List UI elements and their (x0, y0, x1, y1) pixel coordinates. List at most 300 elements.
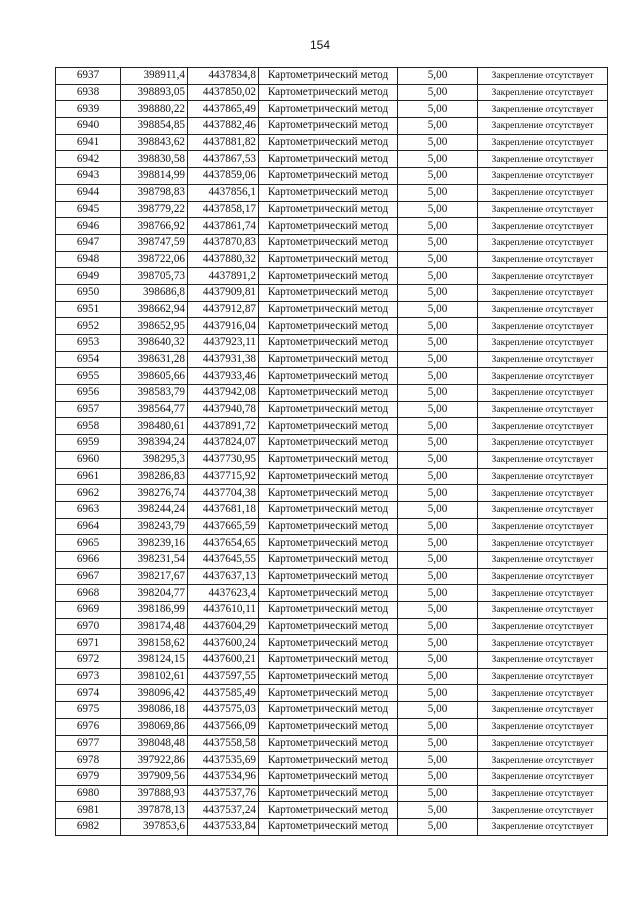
precision-value: 5,00 (398, 251, 478, 268)
coordinate-y: 4437665,59 (188, 518, 259, 535)
coordinate-x: 398244,24 (121, 501, 188, 518)
coordinate-x: 398843,62 (121, 134, 188, 151)
fixing-description: Закрепление отсутствует (478, 718, 608, 735)
coordinate-x: 397853,6 (121, 818, 188, 835)
coordinate-y: 4437535,69 (188, 752, 259, 769)
determination-method: Картометрический метод (259, 518, 398, 535)
coordinate-x: 398394,24 (121, 435, 188, 452)
coordinate-y: 4437537,76 (188, 785, 259, 802)
coordinate-x: 398048,48 (121, 735, 188, 752)
coordinate-x: 398286,83 (121, 468, 188, 485)
precision-value: 5,00 (398, 668, 478, 685)
precision-value: 5,00 (398, 485, 478, 502)
table-row (56, 385, 608, 402)
point-number: 6960 (56, 451, 121, 468)
coordinate-y: 4437558,58 (188, 735, 259, 752)
coordinate-y: 4437704,38 (188, 485, 259, 502)
coordinate-y: 4437533,84 (188, 818, 259, 835)
point-number: 6980 (56, 785, 121, 802)
determination-method: Картометрический метод (259, 301, 398, 318)
fixing-description: Закрепление отсутствует (478, 685, 608, 702)
determination-method: Картометрический метод (259, 401, 398, 418)
coordinate-x: 397922,86 (121, 752, 188, 769)
point-number: 6942 (56, 151, 121, 168)
fixing-description: Закрепление отсутствует (478, 618, 608, 635)
coordinate-x: 397878,13 (121, 802, 188, 819)
table-row (56, 368, 608, 385)
precision-value: 5,00 (398, 335, 478, 352)
precision-value: 5,00 (398, 468, 478, 485)
table-row (56, 68, 608, 85)
table-row (56, 602, 608, 619)
coordinate-x: 398096,42 (121, 685, 188, 702)
fixing-description: Закрепление отсутствует (478, 385, 608, 402)
coordinate-x: 398239,16 (121, 535, 188, 552)
determination-method: Картометрический метод (259, 585, 398, 602)
fixing-description: Закрепление отсутствует (478, 84, 608, 101)
table-row (56, 84, 608, 101)
determination-method: Картометрический метод (259, 435, 398, 452)
precision-value: 5,00 (398, 585, 478, 602)
fixing-description: Закрепление отсутствует (478, 218, 608, 235)
coordinate-y: 4437645,55 (188, 551, 259, 568)
coordinate-y: 4437824,07 (188, 435, 259, 452)
determination-method: Картометрический метод (259, 568, 398, 585)
fixing-description: Закрепление отсутствует (478, 401, 608, 418)
coordinate-x: 398766,92 (121, 218, 188, 235)
coordinate-y: 4437880,32 (188, 251, 259, 268)
precision-value: 5,00 (398, 702, 478, 719)
coordinate-y: 4437891,2 (188, 268, 259, 285)
point-number: 6975 (56, 702, 121, 719)
precision-value: 5,00 (398, 134, 478, 151)
coordinate-y: 4437861,74 (188, 218, 259, 235)
precision-value: 5,00 (398, 618, 478, 635)
point-number: 6957 (56, 401, 121, 418)
coordinate-x: 398880,22 (121, 101, 188, 118)
determination-method: Картометрический метод (259, 635, 398, 652)
determination-method: Картометрический метод (259, 451, 398, 468)
fixing-description: Закрепление отсутствует (478, 535, 608, 552)
coordinate-x: 398102,61 (121, 668, 188, 685)
determination-method: Картометрический метод (259, 335, 398, 352)
coordinate-x: 398798,83 (121, 184, 188, 201)
table-row (56, 134, 608, 151)
point-number: 6950 (56, 284, 121, 301)
determination-method: Картометрический метод (259, 602, 398, 619)
precision-value: 5,00 (398, 802, 478, 819)
table-row (56, 618, 608, 635)
point-number: 6949 (56, 268, 121, 285)
point-number: 6962 (56, 485, 121, 502)
fixing-description: Закрепление отсутствует (478, 602, 608, 619)
fixing-description: Закрепление отсутствует (478, 134, 608, 151)
fixing-description: Закрепление отсутствует (478, 451, 608, 468)
precision-value: 5,00 (398, 768, 478, 785)
table-row (56, 184, 608, 201)
point-number: 6981 (56, 802, 121, 819)
fixing-description: Закрепление отсутствует (478, 151, 608, 168)
coordinate-x: 398295,3 (121, 451, 188, 468)
fixing-description: Закрепление отсутствует (478, 468, 608, 485)
table-row (56, 518, 608, 535)
coordinate-y: 4437909,81 (188, 284, 259, 301)
fixing-description: Закрепление отсутствует (478, 635, 608, 652)
table-row (56, 268, 608, 285)
fixing-description: Закрепление отсутствует (478, 485, 608, 502)
point-number: 6971 (56, 635, 121, 652)
point-number: 6951 (56, 301, 121, 318)
table-row (56, 201, 608, 218)
coordinate-x: 398069,86 (121, 718, 188, 735)
table-row (56, 351, 608, 368)
table-row (56, 585, 608, 602)
determination-method: Картометрический метод (259, 368, 398, 385)
coordinate-x: 398686,8 (121, 284, 188, 301)
coordinate-y: 4437859,06 (188, 168, 259, 185)
precision-value: 5,00 (398, 234, 478, 251)
determination-method: Картометрический метод (259, 284, 398, 301)
precision-value: 5,00 (398, 218, 478, 235)
coordinate-x: 398217,67 (121, 568, 188, 585)
coordinate-x: 398830,58 (121, 151, 188, 168)
determination-method: Картометрический метод (259, 251, 398, 268)
table-row (56, 768, 608, 785)
fixing-description: Закрепление отсутствует (478, 818, 608, 835)
determination-method: Картометрический метод (259, 535, 398, 552)
coordinate-x: 398186,99 (121, 602, 188, 619)
fixing-description: Закрепление отсутствует (478, 768, 608, 785)
fixing-description: Закрепление отсутствует (478, 335, 608, 352)
table-row (56, 535, 608, 552)
fixing-description: Закрепление отсутствует (478, 301, 608, 318)
determination-method: Картометрический метод (259, 685, 398, 702)
precision-value: 5,00 (398, 818, 478, 835)
fixing-description: Закрепление отсутствует (478, 785, 608, 802)
point-number: 6973 (56, 668, 121, 685)
table-row (56, 301, 608, 318)
coordinate-y: 4437637,13 (188, 568, 259, 585)
precision-value: 5,00 (398, 718, 478, 735)
table-row (56, 668, 608, 685)
coordinate-y: 4437566,09 (188, 718, 259, 735)
table-row (56, 551, 608, 568)
determination-method: Картометрический метод (259, 652, 398, 669)
precision-value: 5,00 (398, 318, 478, 335)
coordinate-y: 4437881,82 (188, 134, 259, 151)
determination-method: Картометрический метод (259, 84, 398, 101)
determination-method: Картометрический метод (259, 668, 398, 685)
fixing-description: Закрепление отсутствует (478, 585, 608, 602)
table-row (56, 118, 608, 135)
fixing-description: Закрепление отсутствует (478, 418, 608, 435)
determination-method: Картометрический метод (259, 201, 398, 218)
determination-method: Картометрический метод (259, 234, 398, 251)
precision-value: 5,00 (398, 602, 478, 619)
point-number: 6964 (56, 518, 121, 535)
precision-value: 5,00 (398, 84, 478, 101)
coordinate-x: 398243,79 (121, 518, 188, 535)
fixing-description: Закрепление отсутствует (478, 251, 608, 268)
point-number: 6946 (56, 218, 121, 235)
determination-method: Картометрический метод (259, 702, 398, 719)
precision-value: 5,00 (398, 785, 478, 802)
precision-value: 5,00 (398, 435, 478, 452)
table-row (56, 785, 608, 802)
coordinate-y: 4437534,96 (188, 768, 259, 785)
coordinate-x: 398779,22 (121, 201, 188, 218)
coordinate-y: 4437600,21 (188, 652, 259, 669)
fixing-description: Закрепление отсутствует (478, 68, 608, 85)
precision-value: 5,00 (398, 68, 478, 85)
fixing-description: Закрепление отсутствует (478, 668, 608, 685)
coordinate-x: 398747,59 (121, 234, 188, 251)
fixing-description: Закрепление отсутствует (478, 101, 608, 118)
coordinate-y: 4437654,65 (188, 535, 259, 552)
table-row (56, 752, 608, 769)
coordinate-y: 4437681,18 (188, 501, 259, 518)
coordinate-y: 4437715,92 (188, 468, 259, 485)
coordinate-y: 4437597,55 (188, 668, 259, 685)
table-row (56, 468, 608, 485)
fixing-description: Закрепление отсутствует (478, 118, 608, 135)
table-row (56, 101, 608, 118)
precision-value: 5,00 (398, 184, 478, 201)
precision-value: 5,00 (398, 635, 478, 652)
determination-method: Картометрический метод (259, 151, 398, 168)
table-row (56, 418, 608, 435)
coordinate-y: 4437933,46 (188, 368, 259, 385)
coordinate-x: 398124,15 (121, 652, 188, 669)
table-row (56, 685, 608, 702)
determination-method: Картометрический метод (259, 485, 398, 502)
determination-method: Картометрический метод (259, 768, 398, 785)
fixing-description: Закрепление отсутствует (478, 702, 608, 719)
fixing-description: Закрепление отсутствует (478, 284, 608, 301)
coordinate-y: 4437856,1 (188, 184, 259, 201)
fixing-description: Закрепление отсутствует (478, 735, 608, 752)
determination-method: Картометрический метод (259, 501, 398, 518)
point-number: 6955 (56, 368, 121, 385)
point-number: 6966 (56, 551, 121, 568)
coordinate-x: 398814,99 (121, 168, 188, 185)
coordinate-x: 398583,79 (121, 385, 188, 402)
coordinate-y: 4437600,24 (188, 635, 259, 652)
table-row (56, 451, 608, 468)
table-row (56, 568, 608, 585)
coordinates-table-body (56, 68, 608, 836)
determination-method: Картометрический метод (259, 618, 398, 635)
precision-value: 5,00 (398, 401, 478, 418)
coordinates-table (55, 67, 608, 836)
point-number: 6965 (56, 535, 121, 552)
point-number: 6945 (56, 201, 121, 218)
coordinate-x: 398662,94 (121, 301, 188, 318)
coordinate-y: 4437858,17 (188, 201, 259, 218)
determination-method: Картометрический метод (259, 168, 398, 185)
determination-method: Картометрический метод (259, 118, 398, 135)
determination-method: Картометрический метод (259, 802, 398, 819)
coordinate-x: 398854,85 (121, 118, 188, 135)
precision-value: 5,00 (398, 268, 478, 285)
determination-method: Картометрический метод (259, 218, 398, 235)
point-number: 6948 (56, 251, 121, 268)
precision-value: 5,00 (398, 518, 478, 535)
precision-value: 5,00 (398, 118, 478, 135)
determination-method: Картометрический метод (259, 718, 398, 735)
point-number: 6947 (56, 234, 121, 251)
precision-value: 5,00 (398, 418, 478, 435)
coordinate-x: 398086,18 (121, 702, 188, 719)
determination-method: Картометрический метод (259, 468, 398, 485)
coordinate-x: 397888,93 (121, 785, 188, 802)
fixing-description: Закрепление отсутствует (478, 201, 608, 218)
determination-method: Картометрический метод (259, 785, 398, 802)
point-number: 6952 (56, 318, 121, 335)
precision-value: 5,00 (398, 652, 478, 669)
coordinate-y: 4437575,03 (188, 702, 259, 719)
table-row (56, 218, 608, 235)
determination-method: Картометрический метод (259, 351, 398, 368)
determination-method: Картометрический метод (259, 268, 398, 285)
precision-value: 5,00 (398, 101, 478, 118)
coordinate-x: 398640,32 (121, 335, 188, 352)
coordinate-y: 4437867,53 (188, 151, 259, 168)
coordinate-x: 398722,06 (121, 251, 188, 268)
point-number: 6974 (56, 685, 121, 702)
table-row (56, 251, 608, 268)
determination-method: Картометрический метод (259, 735, 398, 752)
determination-method: Картометрический метод (259, 134, 398, 151)
coordinate-x: 398631,28 (121, 351, 188, 368)
coordinate-x: 398276,74 (121, 485, 188, 502)
table-row (56, 818, 608, 835)
table-row (56, 652, 608, 669)
coordinate-y: 4437882,46 (188, 118, 259, 135)
precision-value: 5,00 (398, 551, 478, 568)
point-number: 6954 (56, 351, 121, 368)
point-number: 6982 (56, 818, 121, 835)
point-number: 6956 (56, 385, 121, 402)
fixing-description: Закрепление отсутствует (478, 802, 608, 819)
point-number: 6953 (56, 335, 121, 352)
fixing-description: Закрепление отсутствует (478, 268, 608, 285)
fixing-description: Закрепление отсутствует (478, 435, 608, 452)
point-number: 6963 (56, 501, 121, 518)
coordinate-y: 4437850,02 (188, 84, 259, 101)
table-row (56, 735, 608, 752)
coordinate-x: 398204,77 (121, 585, 188, 602)
coordinate-y: 4437865,49 (188, 101, 259, 118)
point-number: 6967 (56, 568, 121, 585)
coordinate-y: 4437870,83 (188, 234, 259, 251)
point-number: 6978 (56, 752, 121, 769)
determination-method: Картометрический метод (259, 385, 398, 402)
coordinate-x: 398480,61 (121, 418, 188, 435)
table-row (56, 635, 608, 652)
point-number: 6943 (56, 168, 121, 185)
precision-value: 5,00 (398, 568, 478, 585)
point-number: 6958 (56, 418, 121, 435)
coordinate-y: 4437730,95 (188, 451, 259, 468)
fixing-description: Закрепление отсутствует (478, 368, 608, 385)
precision-value: 5,00 (398, 368, 478, 385)
fixing-description: Закрепление отсутствует (478, 518, 608, 535)
precision-value: 5,00 (398, 284, 478, 301)
determination-method: Картометрический метод (259, 551, 398, 568)
point-number: 6968 (56, 585, 121, 602)
coordinate-y: 4437610,11 (188, 602, 259, 619)
determination-method: Картометрический метод (259, 68, 398, 85)
precision-value: 5,00 (398, 201, 478, 218)
precision-value: 5,00 (398, 752, 478, 769)
coordinate-x: 398893,05 (121, 84, 188, 101)
coordinate-x: 398564,77 (121, 401, 188, 418)
point-number: 6940 (56, 118, 121, 135)
point-number: 6939 (56, 101, 121, 118)
point-number: 6979 (56, 768, 121, 785)
table-row (56, 151, 608, 168)
fixing-description: Закрепление отсутствует (478, 568, 608, 585)
coordinate-y: 4437942,08 (188, 385, 259, 402)
coordinate-y: 4437891,72 (188, 418, 259, 435)
point-number: 6944 (56, 184, 121, 201)
point-number: 6972 (56, 652, 121, 669)
fixing-description: Закрепление отсутствует (478, 184, 608, 201)
coordinate-x: 398158,62 (121, 635, 188, 652)
coordinate-y: 4437940,78 (188, 401, 259, 418)
precision-value: 5,00 (398, 151, 478, 168)
coordinate-x: 398174,48 (121, 618, 188, 635)
fixing-description: Закрепление отсутствует (478, 234, 608, 251)
precision-value: 5,00 (398, 385, 478, 402)
precision-value: 5,00 (398, 301, 478, 318)
table-row (56, 318, 608, 335)
table-row (56, 702, 608, 719)
fixing-description: Закрепление отсутствует (478, 351, 608, 368)
coordinate-y: 4437931,38 (188, 351, 259, 368)
table-row (56, 234, 608, 251)
coordinate-x: 398652,95 (121, 318, 188, 335)
fixing-description: Закрепление отсутствует (478, 501, 608, 518)
fixing-description: Закрепление отсутствует (478, 652, 608, 669)
point-number: 6941 (56, 134, 121, 151)
point-number: 6977 (56, 735, 121, 752)
determination-method: Картометрический метод (259, 818, 398, 835)
point-number: 6969 (56, 602, 121, 619)
precision-value: 5,00 (398, 685, 478, 702)
precision-value: 5,00 (398, 451, 478, 468)
coordinate-x: 398705,73 (121, 268, 188, 285)
coordinate-y: 4437623,4 (188, 585, 259, 602)
coordinate-x: 398911,4 (121, 68, 188, 85)
table-row (56, 335, 608, 352)
precision-value: 5,00 (398, 535, 478, 552)
table-row (56, 802, 608, 819)
table-row (56, 718, 608, 735)
coordinate-y: 4437585,49 (188, 685, 259, 702)
coordinate-x: 398605,66 (121, 368, 188, 385)
coordinate-y: 4437834,8 (188, 68, 259, 85)
table-row (56, 168, 608, 185)
fixing-description: Закрепление отсутствует (478, 551, 608, 568)
determination-method: Картометрический метод (259, 418, 398, 435)
point-number: 6959 (56, 435, 121, 452)
coordinate-y: 4437912,87 (188, 301, 259, 318)
precision-value: 5,00 (398, 501, 478, 518)
point-number: 6961 (56, 468, 121, 485)
determination-method: Картометрический метод (259, 318, 398, 335)
